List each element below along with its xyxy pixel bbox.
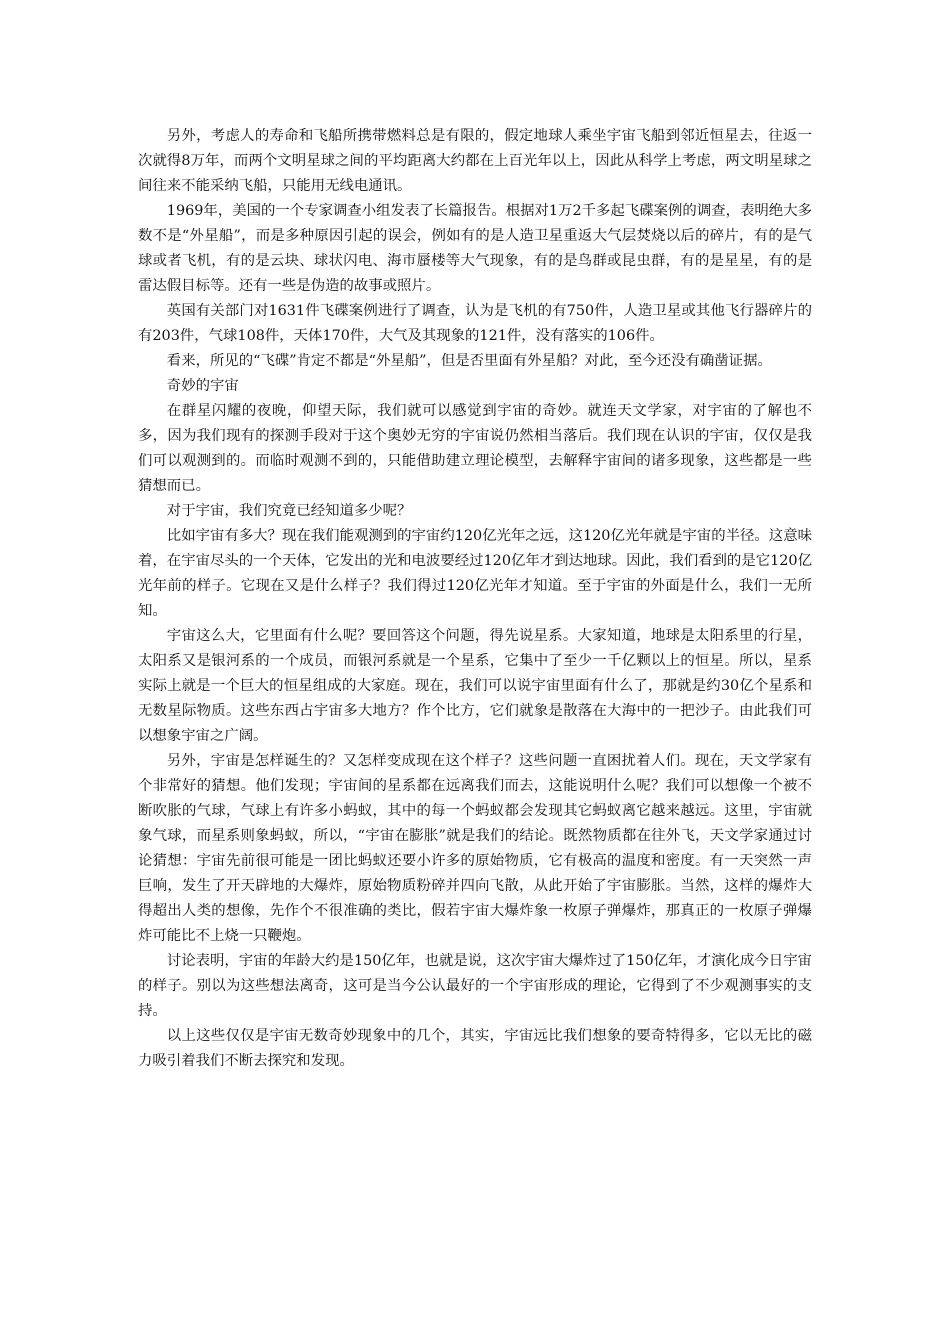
paragraph: 在群星闪耀的夜晚，仰望天际，我们就可以感觉到宇宙的奇妙。就连天文学家，对宇宙的了解也不多，因为我们现有的探测手段对于这个奥妙无穷的宇宙说仍然相当落后。我们现在认识的宇宙，仅仅是我们可以观测到的。而临时观测不到的，只能借助建立理论模型，去解释宇宙间的诸多现象，这些都是一些猜想而已。 [138,403,812,494]
paragraph: 对于宇宙，我们究竟已经知道多少呢？ [166,503,412,519]
paragraph: 另外，考虑人的寿命和飞船所携带燃料总是有限的，假定地球人乘坐宇宙飞船到邻近恒星去，往返一次就得8万年，而两个文明星球之间的平均距离大约都在上百光年以上，因此从科学上考虑，两文明星球之间往来不能采纳飞船，只能用无线电通讯。 [138,128,812,194]
paragraph: 以上这些仅仅是宇宙无数奇妙现象中的几个，其实，宇宙远比我们想象的要奇特得多，它以无比的磁力吸引着我们不断去探究和发现。 [138,1028,812,1069]
document-page [138,124,812,1074]
paragraph: 另外，宇宙是怎样诞生的？又怎样变成现在这个样子？这些问题一直困扰着人们。现在，天文学家有个非常好的猜想。他们发现；宇宙间的星系都在远离我们而去，这能说明什么呢？我们可以想像一个被不断吹胀的气球，气球上有许多小蚂蚁，其中的每一个蚂蚁都会发现其它蚂蚁离它越来越远。这里，宇宙就象气球，而星系则象蚂蚁，所以，“宇宙在膨胀”就是我们的结论。既然物质都在往外飞，天文学家通过讨论猜想：宇宙先前很可能是一团比蚂蚁还要小许多的原始物质，它有极高的温度和密度。有一天突然一声巨响，发生了开天辟地的大爆炸，原始物质粉碎并四向飞散，从此开始了宇宙膨胀。当然，这样的爆炸大得超出人类的想像，先作个不很准确的类比，假若宇宙大爆炸象一枚原子弹爆炸，那真正的一枚原子弹爆炸可能比不上烧一只鞭炮。 [138,753,812,944]
paragraph: 看来，所见的“飞碟”肯定不都是“外星船”，但是否里面有外星船？对此，至今还没有确凿证据。 [166,353,772,369]
paragraph: 宇宙这么大，它里面有什么呢？要回答这个问题，得先说星系。大家知道，地球是太阳系里的行星，太阳系又是银河系的一个成员，而银河系就是一个星系，它集中了至少一千亿颗以上的恒星。所以，星系实际上就是一个巨大的恒星组成的大家庭。现在，我们可以说宇宙里面有什么了，那就是约30亿个星系和无数星际物质。这些东西占宇宙多大地方？作个比方，它们就象是散落在大海中的一把沙子。由此我们可以想象宇宙之广阔。 [138,628,812,744]
paragraph: 比如宇宙有多大？现在我们能观测到的宇宙约120亿光年之远，这120亿光年就是宇宙的半径。这意味着，在宇宙尽头的一个天体，它发出的光和电波要经过120亿年才到达地球。因此，我们看到的是它120亿光年前的样子。它现在又是什么样子？我们得过120亿光年才知道。至于宇宙的外面是什么，我们一无所知。 [138,528,812,619]
section-title: 奇妙的宇宙 [166,378,239,394]
paragraph: 英国有关部门对1631件飞碟案例进行了调查，认为是飞机的有750件，人造卫星或其他飞行器碎片的有203件，气球108件，天体170件，大气及其现象的121件，没有落实的106件。 [138,303,812,344]
paragraph: 1969年，美国的一个专家调查小组发表了长篇报告。根据对1万2千多起飞碟案例的调查，表明绝大多数不是“外星船”，而是多种原因引起的误会，例如有的是人造卫星重返大气层焚烧以后的碎片，有的是气球或者飞机，有的是云块、球状闪电、海市蜃楼等大气现象，有的是鸟群或昆虫群，有的是星星，有的是雷达假目标等。还有一些是伪造的故事或照片。 [138,203,812,294]
paragraph: 讨论表明，宇宙的年龄大约是150亿年，也就是说，这次宇宙大爆炸过了150亿年，才演化成今日宇宙的样子。别以为这些想法离奇，这可是当今公认最好的一个宇宙形成的理论，它得到了不少观测事实的支持。 [138,953,812,1019]
